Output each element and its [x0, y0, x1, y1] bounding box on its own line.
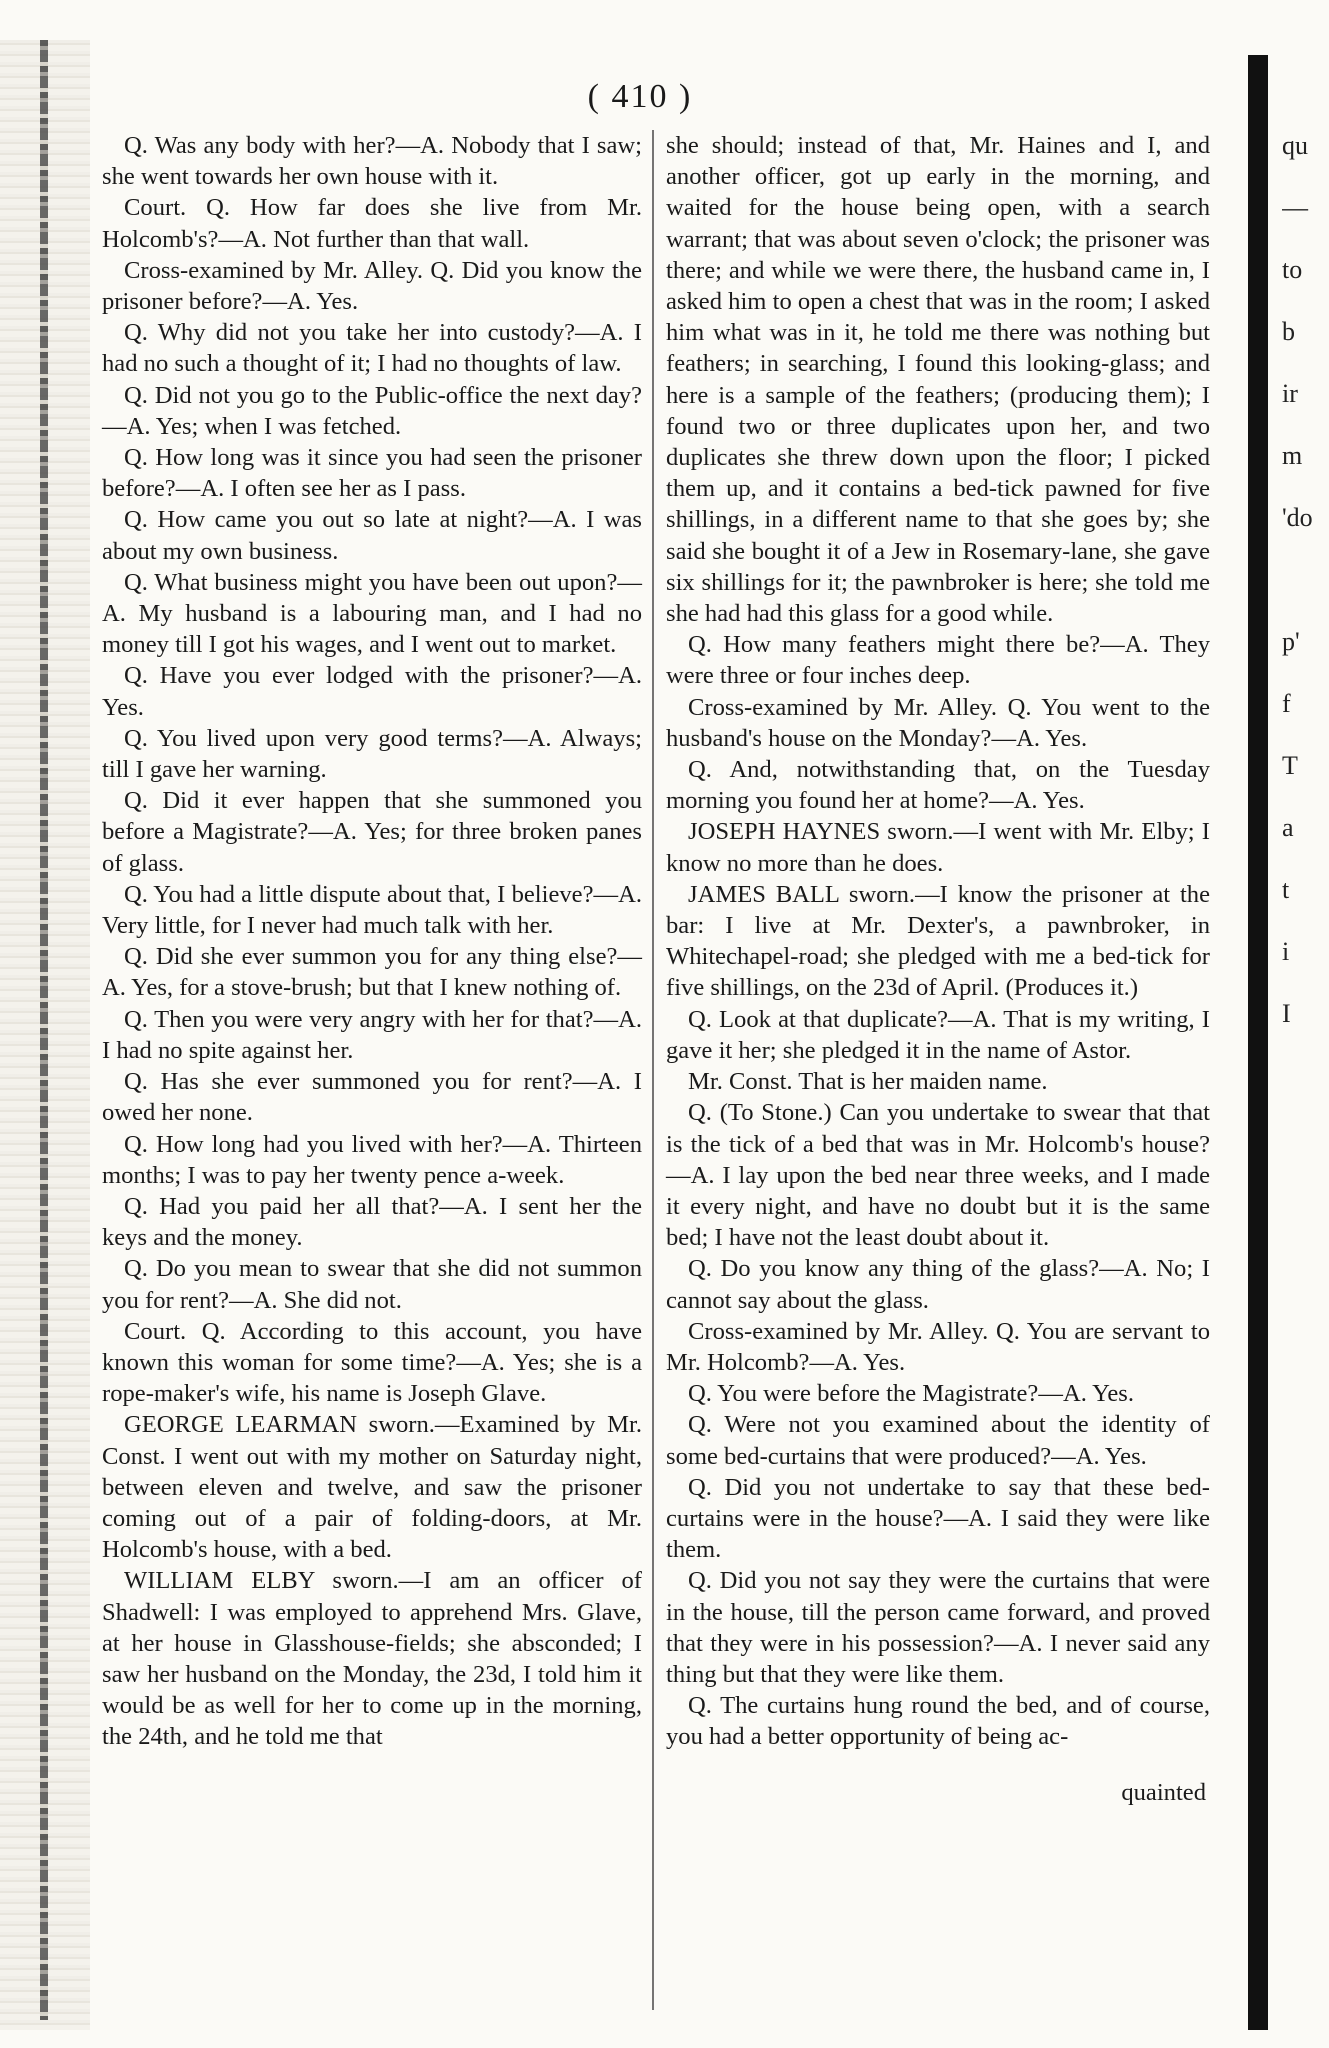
paragraph: Court. Q. How far does she live from Mr. Holcomb's?—A. Not further than that wall. [102, 194, 642, 253]
catchword: quainted [1121, 1779, 1206, 1807]
fragment: T [1282, 751, 1298, 780]
right-column [666, 130, 1210, 1833]
fragment: qu [1282, 131, 1308, 160]
paragraph: Q. Then you were very angry with her for that?—A. I had no spite against her. [102, 1005, 642, 1064]
paragraph: Q. Did she ever summon you for any thing else?—A. Yes, for a stove-brush; but that I knew nothing of. [102, 943, 642, 1002]
fragment: f [1282, 689, 1291, 718]
paragraph: Cross-examined by Mr. Alley. Q. Did you know the prisoner before?—A. Yes. [102, 256, 642, 316]
paragraph: Q. How many feathers might there be?—A. They were three or four inches deep. [666, 631, 1210, 690]
paragraph: Q. Did you not undertake to say that these bed-curtains were in the house?—A. I said they were like them. [666, 1473, 1210, 1564]
paragraph: Q. Why did not you take her into custody?—A. I had no such a thought of it; I had no thoughts of law. [102, 319, 642, 378]
paragraph: JAMES BALL sworn.—I know the prisoner at the bar: I live at Mr. Dexter's, a pawnbroker, in Whitechapel-road; she pledged with me a bed-tick for five shillings, on the 23d of April. (Produces it.) [666, 880, 1210, 1002]
gutter-shadow [1248, 55, 1268, 2030]
paragraph: Q. Look at that duplicate?—A. That is my writing, I gave it her; she pledged it in the name of Astor. [666, 1005, 1210, 1064]
fragment: t [1282, 875, 1290, 904]
paragraph: Q. Do you mean to swear that she did not summon you for rent?—A. She did not. [102, 1255, 642, 1314]
fragment: a [1282, 813, 1294, 842]
left-column [102, 130, 642, 1753]
fragment: I [1282, 999, 1291, 1028]
paragraph: Q. Was any body with her?—A. Nobody that I saw; she went towards her own house with it. [102, 132, 642, 191]
paragraph: Q. Have you ever lodged with the prisoner?—A. Yes. [102, 662, 642, 721]
paragraph: Q. How long had you lived with her?—A. Thirteen months; I was to pay her twenty pence a-week. [102, 1130, 642, 1189]
paragraph: Q. How came you out so late at night?—A. I was about my own business. [102, 506, 642, 565]
fragment: ir [1282, 379, 1298, 408]
paragraph: Q. You lived upon very good terms?—A. Always; till I gave her warning. [102, 724, 642, 784]
paragraph: Q. You were before the Magistrate?—A. Yes. [688, 1380, 1135, 1408]
paragraph: she should; instead of that, Mr. Haines and I, and another officer, got up early in the morning, and waited for the house being open, with a search warrant; that was about seven o'clock; the prisoner was there; and while we were there, the husband came in, I asked him to open a chest that was in the room; I asked him what was in it, he told me there was nothing but feathers; in searching, I found this looking-glass; and here is a sample of the feathers; (producing them); I found two or three duplicates upon her, and two duplicates she threw down upon the floor; I picked them up, and it contains a bed-tick pawned for five shillings, in a different name to that she goes by; she said she bought it of a Jew in Rosemary-lane, she gave six shillings for it; the pawnbroker is here; she told me she had had this glass for a good while. [666, 132, 1210, 628]
facing-page-fragments [1282, 130, 1329, 1060]
paragraph: Q. Did it ever happen that she summoned you before a Magistrate?—A. Yes; for three broken panes of glass. [102, 787, 642, 877]
fragment: — [1282, 193, 1308, 222]
paragraph: Q. Has she ever summoned you for rent?—A. I owed her none. [102, 1068, 642, 1127]
page-number: ( 410 ) [587, 78, 693, 115]
paragraph: Q. Were not you examined about the identity of some bed-curtains that were produced?—A. Yes. [666, 1411, 1210, 1470]
paragraph: Cross-examined by Mr. Alley. Q. You went to the husband's house on the Monday?—A. Yes. [666, 693, 1210, 752]
paragraph: Q. And, notwithstanding that, on the Tuesday morning you found her at home?—A. Yes. [666, 756, 1210, 815]
paragraph: Q. What business might you have been out upon?—A. My husband is a labouring man, and I had no money till I got his wages, and I went out to market. [102, 568, 642, 659]
paragraph: Q. How long was it since you had seen the prisoner before?—A. I often see her as I pass. [102, 444, 642, 503]
paragraph: JOSEPH HAYNES sworn.—I went with Mr. Elby; I know no more than he does. [666, 818, 1210, 877]
fragment: m [1282, 441, 1303, 470]
paragraph: Mr. Const. That is her maiden name. [688, 1068, 1048, 1096]
paragraph: Court. Q. According to this account, you have known this woman for some time?—A. Yes; she is a rope-maker's wife, his name is Joseph Glave. [102, 1317, 642, 1408]
fragment [1282, 564, 1329, 626]
paragraph: Q. Did you not say they were the curtains that were in the house, till the person came forward, and proved that they were in his possession?—A. I never said any thing but that they were like them. [666, 1567, 1210, 1688]
binding-shadow [40, 40, 48, 2020]
paragraph: Q. The curtains hung round the bed, and of course, you had a better opportunity of being ac- [666, 1692, 1210, 1751]
paragraph: Q. Had you paid her all that?—A. I sent her the keys and the money. [102, 1192, 642, 1252]
fragment: to [1282, 255, 1303, 284]
paragraph: Cross-examined by Mr. Alley. Q. You are servant to Mr. Holcomb?—A. Yes. [666, 1317, 1210, 1376]
paragraph: GEORGE LEARMAN sworn.—Examined by Mr. Const. I went out with my mother on Saturday night, between eleven and twelve, and saw the prisoner coming out of a pair of folding-doors, at Mr. Holcomb's house, with a bed. [102, 1411, 642, 1564]
fragment: p' [1282, 627, 1300, 656]
fragment: b [1282, 317, 1295, 346]
paragraph: Q. (To Stone.) Can you undertake to swear that that is the tick of a bed that was in Mr. Holcomb's house?—A. I lay upon the bed near three weeks, and I made it every night, and have no doubt but it is the same bed; I have not the least doubt about it. [666, 1099, 1210, 1252]
paragraph: Q. Do you know any thing of the glass?—A. No; I cannot say about the glass. [666, 1255, 1210, 1314]
column-rule [652, 130, 654, 2010]
paragraph: Q. Did not you go to the Public-office the next day?—A. Yes; when I was fetched. [102, 381, 642, 440]
fragment: i [1282, 937, 1290, 966]
paragraph: Q. You had a little dispute about that, I believe?—A. Very little, for I never had much talk with her. [102, 880, 642, 940]
fragment: 'do [1282, 503, 1313, 532]
paragraph: WILLIAM ELBY sworn.—I am an officer of Shadwell: I was employed to apprehend Mrs. Glave, at her house in Glasshouse-fields; she absconded; I saw her husband on the Monday, the 23d, I told him it would be as well for her to come up in the morning, the 24th, and he told me that [102, 1567, 642, 1751]
